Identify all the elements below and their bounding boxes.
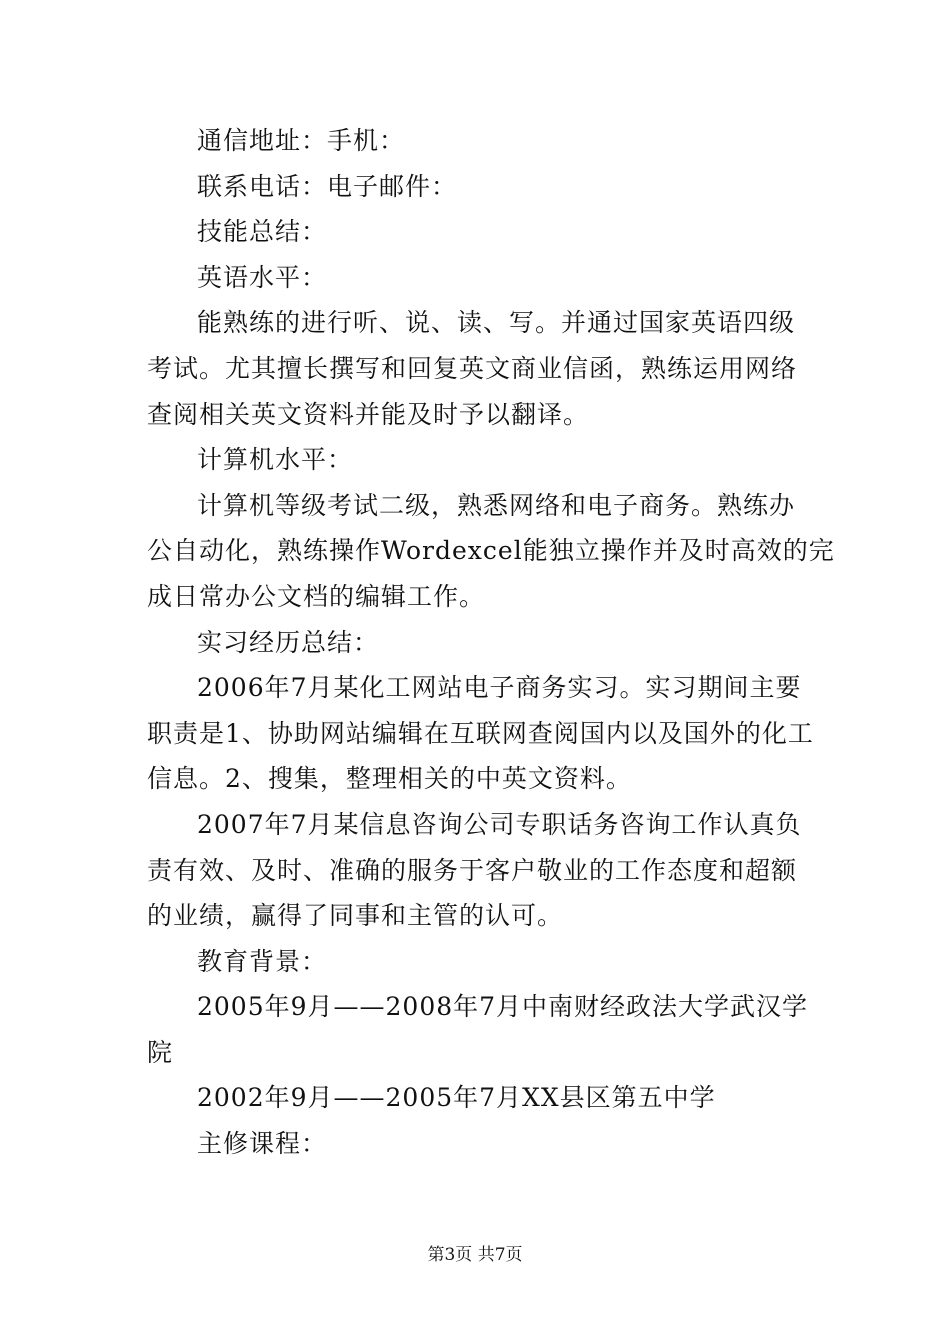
page-indicator: 第3页 共7页 — [427, 1245, 523, 1265]
internship-2007-line-1: 2007年7月某信息咨询公司专职话务咨询工作认真负 — [197, 809, 802, 839]
computer-paragraph-line-1: 计算机等级考试二级，熟悉网络和电子商务。熟练办 — [197, 490, 796, 520]
education-highschool-line: 2002年9月——2005年7月XX县区第五中学 — [197, 1083, 716, 1113]
internship-heading: 实习经历总结： — [197, 627, 380, 657]
education-university-line-2: 院 — [147, 1037, 174, 1067]
major-courses-heading: 主修课程： — [197, 1129, 328, 1159]
english-paragraph-line-1: 能熟练的进行听、说、读、写。并通过国家英语四级 — [197, 308, 796, 338]
computer-paragraph-line-3: 成日常办公文档的编辑工作。 — [147, 581, 486, 611]
computer-paragraph-line-2: 公自动化，熟练操作Wordexcel能独立操作并及时高效的完 — [147, 536, 835, 566]
computer-level-heading: 计算机水平： — [197, 445, 354, 475]
internship-2006-line-3: 信息。2、搜集，整理相关的中英文资料。 — [147, 764, 632, 794]
internship-2007-line-3: 的业绩，赢得了同事和主管的认可。 — [147, 901, 564, 931]
internship-2007-line-2: 责有效、及时、准确的服务于客户敬业的工作态度和超额 — [147, 855, 798, 885]
contact-address-line: 通信地址：手机： — [197, 126, 406, 155]
page-footer — [0, 1240, 950, 1265]
skills-summary-heading: 技能总结： — [197, 217, 328, 247]
contact-phone-line: 联系电话：电子邮件： — [197, 171, 458, 201]
education-university-line-1: 2005年9月——2008年7月中南财经政法大学武汉学 — [197, 992, 809, 1022]
document-body — [147, 118, 835, 1167]
english-paragraph-line-3: 查阅相关英文资料并能及时予以翻译。 — [147, 399, 590, 429]
education-heading: 教育背景： — [197, 946, 328, 976]
internship-2006-line-1: 2006年7月某化工网站电子商务实习。实习期间主要 — [197, 673, 802, 703]
english-level-heading: 英语水平： — [197, 262, 328, 292]
english-paragraph-line-2: 考试。尤其擅长撰写和回复英文商业信函，熟练运用网络 — [147, 353, 798, 383]
internship-2006-line-2: 职责是1、协助网站编辑在互联网查阅国内以及国外的化工 — [147, 718, 814, 748]
